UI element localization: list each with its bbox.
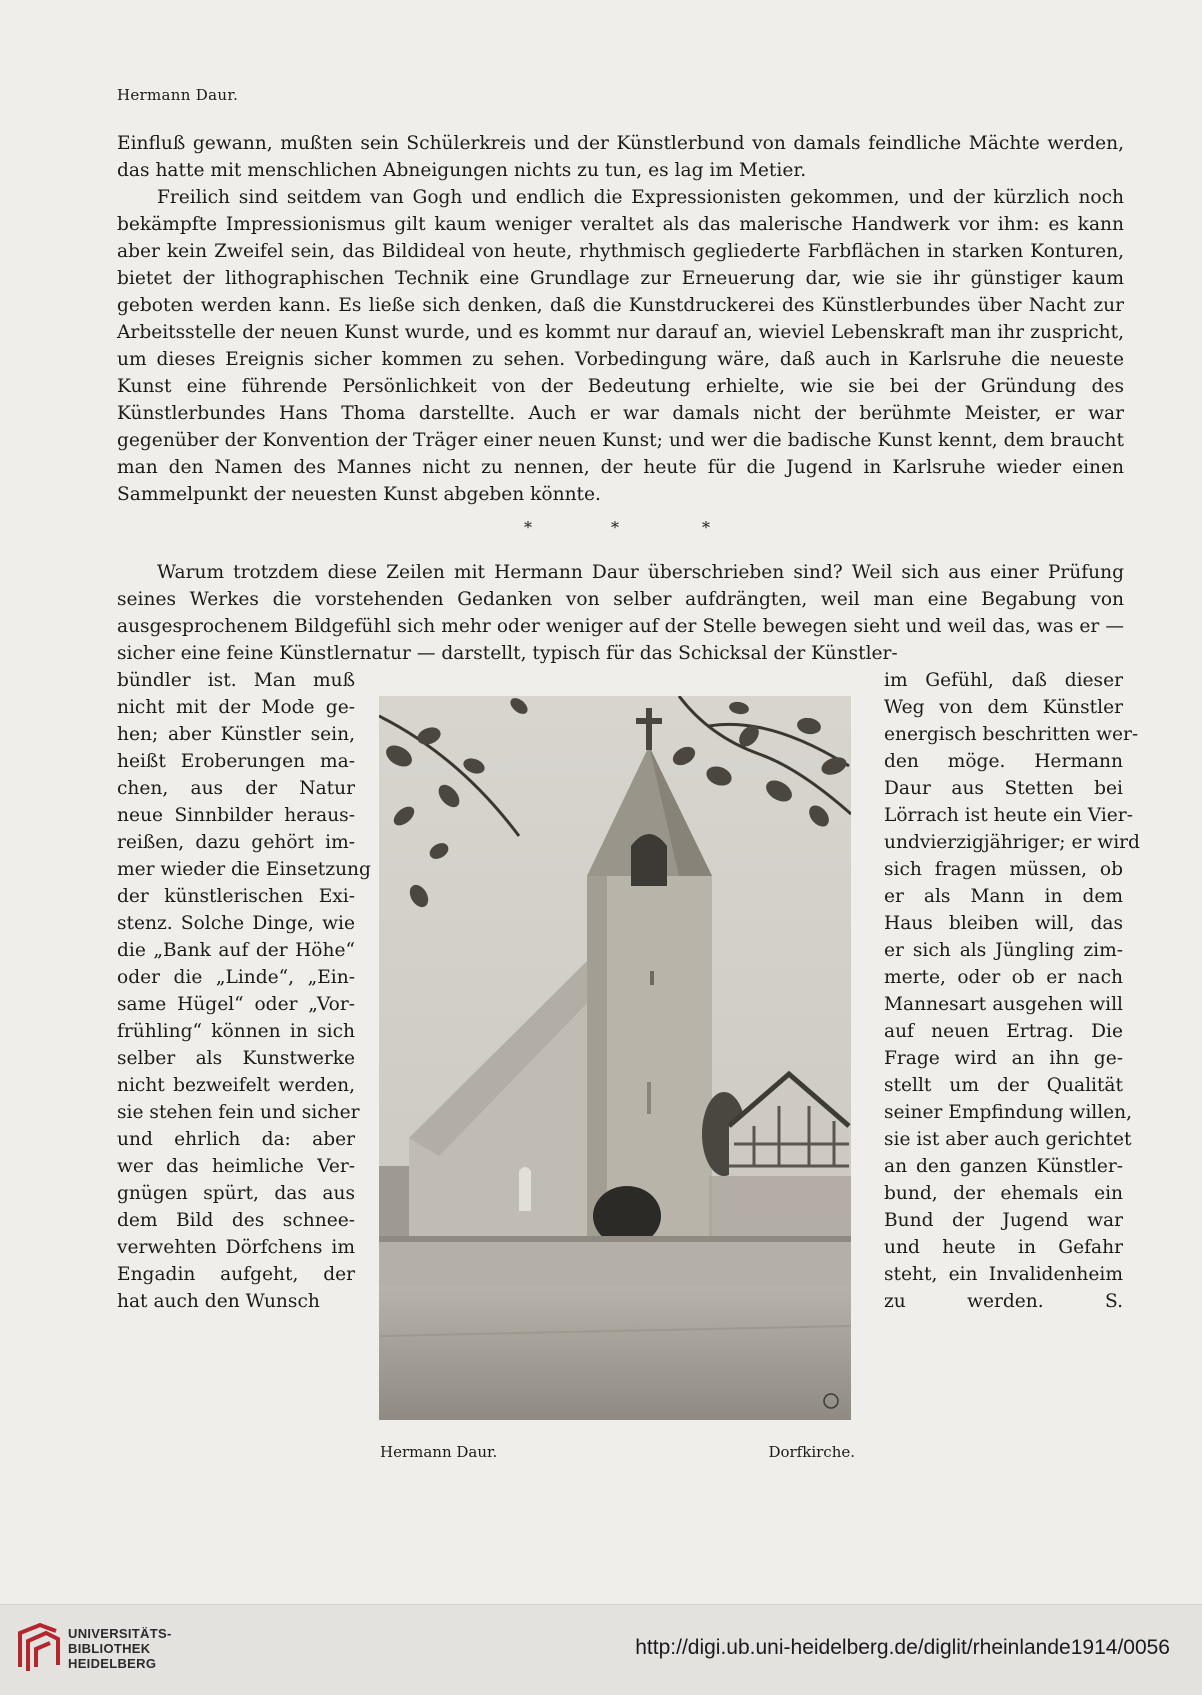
- separator-star: *: [611, 518, 619, 537]
- church-illustration: [379, 696, 851, 1420]
- column-line: Lörrach ist heute ein Vier-: [884, 805, 1133, 826]
- figure-caption-artist: Hermann Daur.: [380, 1443, 498, 1461]
- university-library-logo-icon[interactable]: [14, 1621, 62, 1675]
- column-line: hat auch den Wunsch: [117, 1291, 320, 1312]
- left-text-column: [117, 667, 371, 1315]
- permalink-url[interactable]: http://digi.ub.uni-heidelberg.de/diglit/rheinlande1914/0056: [635, 1636, 1170, 1659]
- column-line: Daur aus Stetten bei: [884, 778, 1123, 799]
- column-line: der künstlerischen Exi-: [117, 886, 355, 907]
- paragraph-2: Freilich sind seitdem van Gogh und endlich die Expressionisten gekommen, und der kürzlich noch bekämpfte Impressionismus gilt kaum weniger veraltet als das malerische Handwerk vor ihm: es kann aber kein Zweifel sein, das Bildideal von heute, rhythmisch gegliederte Farbflächen in starken Konturen, bietet der lithographischen Technik eine Grundlage zur Erneuerung dar, wie sie ihr günstiger kaum geboten werden kann. Es ließe sich denken, daß die Kunstdruckerei des Künstlerbundes über Nacht zur Arbeitsstelle der neuen Kunst wurde, und es kommt nur darauf an, wieviel Lebenskraft man ihr zuspricht, um dieses Ereignis sicher kommen zu sehen. Vorbedingung wäre, daß auch in Karlsruhe die neueste Kunst eine führende Persönlichkeit von der Bedeutung erhielte, wie sie bei der Gründung des Künstlerbundes Hans Thoma darstellte. Auch er war damals nicht der berühmte Meister, er war gegenüber der Konvention der Träger einer neuen Kunst; und wer die badische Kunst kennt, dem braucht man den Namen des Mannes nicht zu nennen, der heute für die Jugend in Karlsruhe wieder einen Sammelpunkt der neuesten Kunst abgeben könnte.: [117, 187, 1124, 505]
- village-church-picture: [379, 696, 851, 1420]
- column-line: neue Sinnbilder heraus-: [117, 805, 355, 826]
- column-line: hen; aber Künstler sein,: [117, 724, 355, 745]
- column-line: reißen, dazu gehört im-: [117, 832, 355, 853]
- column-line: frühling“ können in sich: [117, 1021, 355, 1042]
- library-name-line: UNIVERSITÄTS-: [68, 1626, 172, 1641]
- column-line: energisch beschritten wer-: [884, 724, 1139, 745]
- column-line: zu werden. S.: [884, 1291, 1123, 1312]
- figure-caption-title: Dorfkirche.: [768, 1443, 855, 1461]
- column-line: stellt um der Qualität: [884, 1075, 1123, 1096]
- column-line: sie ist aber auch gerichtet: [884, 1129, 1132, 1150]
- section-separator: [0, 518, 1202, 538]
- column-line: bündler ist. Man muß: [117, 670, 355, 691]
- column-line: an den ganzen Künstler-: [884, 1156, 1123, 1177]
- column-line: wer das heimliche Ver-: [117, 1156, 355, 1177]
- column-line: dem Bild des schnee-: [117, 1210, 355, 1231]
- column-line: verwehten Dörfchens im: [117, 1237, 355, 1258]
- column-line: und ehrlich da: aber: [117, 1129, 355, 1150]
- column-line: chen, aus der Natur: [117, 778, 355, 799]
- column-line: steht, ein Invalidenheim: [884, 1264, 1123, 1285]
- column-line: auf neuen Ertrag. Die: [884, 1021, 1123, 1042]
- paragraph-3: Warum trotzdem diese Zeilen mit Hermann Daur überschrieben sind? Weil sich aus einer Prüfung seines Werkes die vorstehenden Gedanken von selber aufdrängten, weil man eine Begabung von ausgesprochenem Bildgefühl sich mehr oder weniger auf der Stelle bewegen sieht und weil das, was er — sicher eine feine Künstlernatur — darstellt, typisch für das Schicksal der Künstler-: [117, 562, 1124, 664]
- column-line: undvierzigjähriger; er wird: [884, 832, 1140, 853]
- column-line: same Hügel“ oder „Vor-: [117, 994, 355, 1015]
- column-line: Bund der Jugend war: [884, 1210, 1123, 1231]
- column-line: bund, der ehemals ein: [884, 1183, 1123, 1204]
- column-line: Mannesart ausgehen will: [884, 994, 1123, 1015]
- column-line: gnügen spürt, das aus: [117, 1183, 355, 1204]
- column-line: den möge. Hermann: [884, 751, 1123, 772]
- column-line: sie stehen fein und sicher: [117, 1102, 360, 1123]
- column-line: sich fragen müssen, ob: [884, 859, 1123, 880]
- column-line: er als Mann in dem: [884, 886, 1123, 907]
- column-line: Haus bleiben will, das: [884, 913, 1123, 934]
- separator-star: *: [702, 518, 710, 537]
- column-line: er sich als Jüngling zim-: [884, 940, 1123, 961]
- column-line: selber als Kunstwerke: [117, 1048, 355, 1069]
- column-line: oder die „Linde“, „Ein-: [117, 967, 355, 988]
- library-name-line: HEIDELBERG: [68, 1656, 157, 1671]
- column-line: Frage wird an ihn ge-: [884, 1048, 1123, 1069]
- column-line: stenz. Solche Dinge, wie: [117, 913, 355, 934]
- running-head: Hermann Daur.: [117, 86, 239, 104]
- column-line: die „Bank auf der Höhe“: [117, 940, 355, 961]
- right-text-column: [884, 667, 1140, 1315]
- separator-star: *: [524, 518, 532, 537]
- column-line: nicht mit der Mode ge-: [117, 697, 355, 718]
- library-name-line: BIBLIOTHEK: [68, 1641, 151, 1656]
- column-line: Weg von dem Künstler: [884, 697, 1123, 718]
- column-line: merte, oder ob er nach: [884, 967, 1123, 988]
- paragraph-1: Einfluß gewann, mußten sein Schülerkreis und der Künstlerbund von damals feindliche Mächte werden, das hatte mit menschlichen Abneigungen nichts zu tun, es lag im Metier.: [117, 133, 1124, 181]
- column-line: im Gefühl, daß dieser: [884, 670, 1123, 691]
- column-line: und heute in Gefahr: [884, 1237, 1123, 1258]
- library-footer: [0, 1604, 1202, 1695]
- column-line: nicht bezweifelt werden,: [117, 1075, 355, 1096]
- column-line: heißt Eroberungen ma-: [117, 751, 355, 772]
- column-line: Engadin aufgeht, der: [117, 1264, 355, 1285]
- column-line: seiner Empfindung willen,: [884, 1102, 1133, 1123]
- column-line: mer wieder die Einsetzung: [117, 859, 371, 880]
- library-name: [68, 1626, 172, 1671]
